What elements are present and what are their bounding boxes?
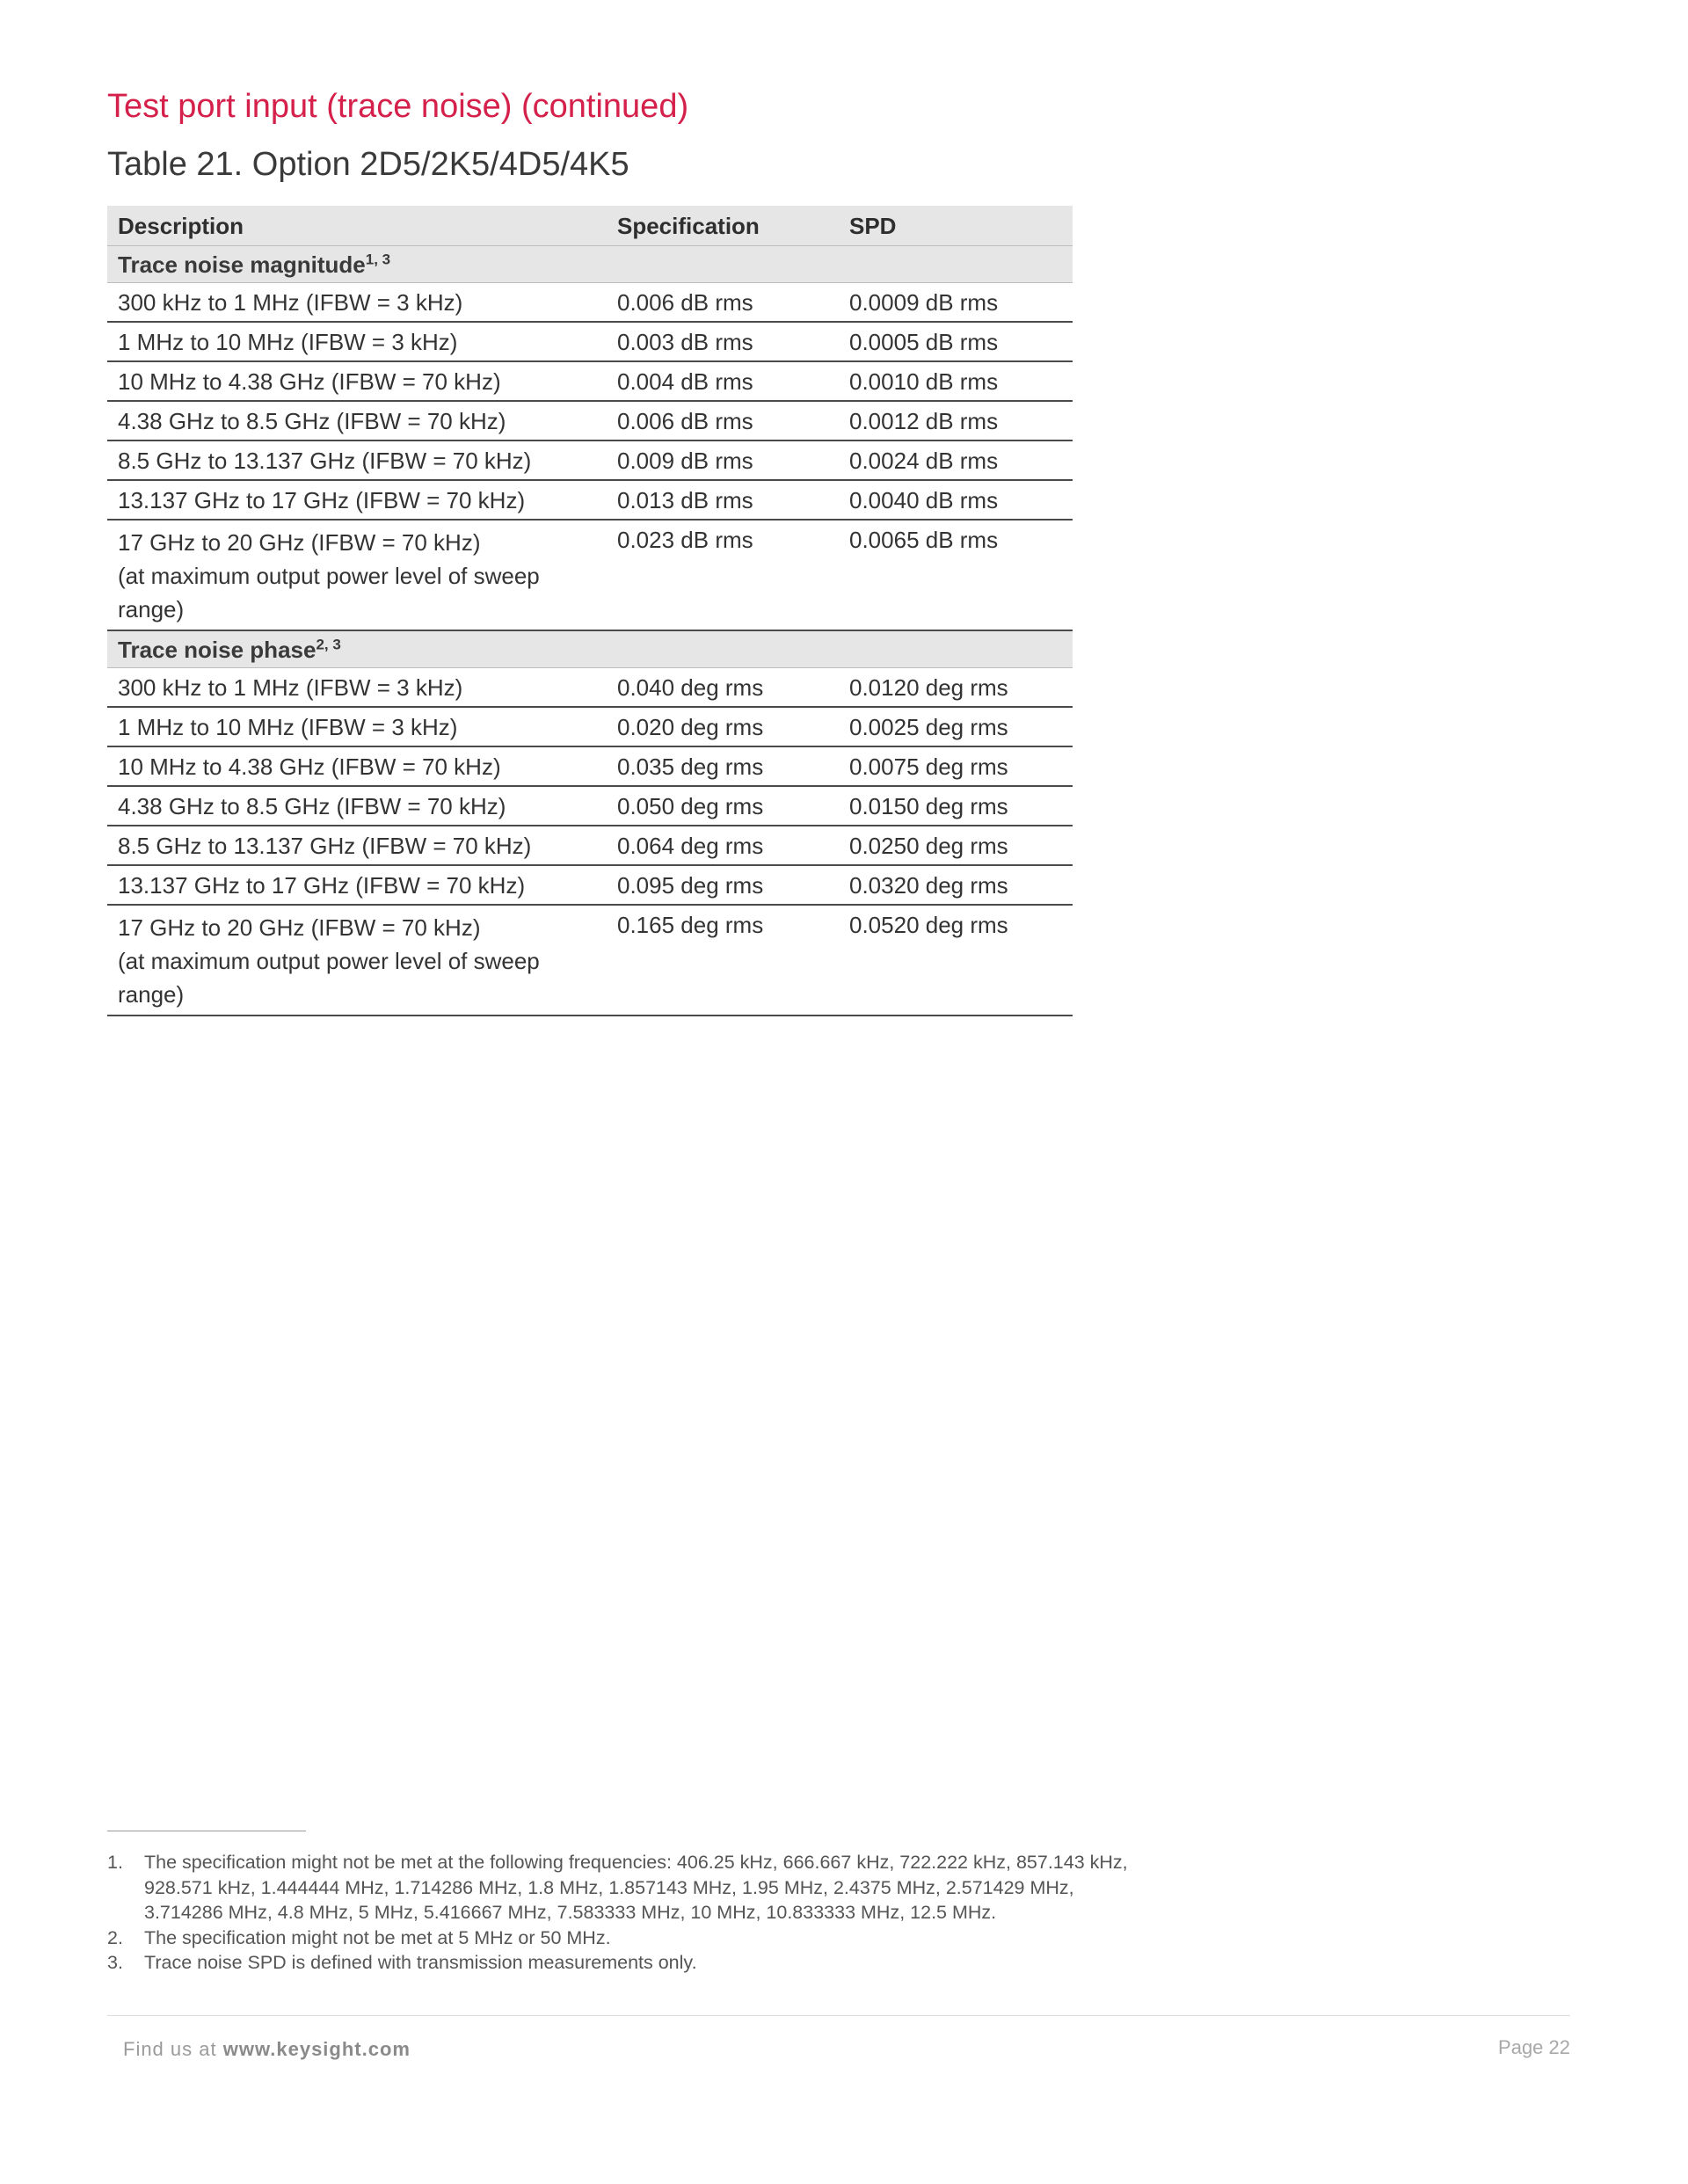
table-row: [107, 905, 1073, 1016]
row-description: 300 kHz to 1 MHz (IFBW = 3 kHz): [107, 668, 607, 708]
table-row: [107, 707, 1073, 746]
footnote-3: [107, 1950, 1250, 1976]
row-specification: 0.064 deg rms: [607, 826, 839, 865]
row-spd: 0.0250 deg rms: [839, 826, 1073, 865]
table-row: [107, 361, 1073, 401]
row-description: 4.38 GHz to 8.5 GHz (IFBW = 70 kHz): [107, 401, 607, 440]
header-specification: Specification: [607, 206, 839, 246]
footnote-line: 3.714286 MHz, 4.8 MHz, 5 MHz, 5.416667 MHz, 7.583333 MHz, 10 MHz, 10.833333 MHz, 12.5 MHz.: [144, 1902, 997, 1923]
footnotes: [107, 1850, 1250, 1976]
row-spd: 0.0075 deg rms: [839, 746, 1073, 786]
row-spd: 0.0012 dB rms: [839, 401, 1073, 440]
header-spd: SPD: [839, 206, 1073, 246]
row-description: 10 MHz to 4.38 GHz (IFBW = 70 kHz): [107, 361, 607, 401]
row-description-text: 17 GHz to 20 GHz (IFBW = 70 kHz): [118, 914, 481, 941]
row-specification: 0.004 dB rms: [607, 361, 839, 401]
row-specification: 0.013 dB rms: [607, 480, 839, 520]
row-specification: 0.009 dB rms: [607, 440, 839, 480]
row-specification: 0.020 deg rms: [607, 707, 839, 746]
row-description-text: 17 GHz to 20 GHz (IFBW = 70 kHz): [118, 529, 481, 556]
page-number: Page 22: [1498, 2036, 1570, 2058]
table-body: [107, 246, 1073, 1016]
footnote-ref: 1, 3: [365, 251, 391, 268]
row-specification: 0.095 deg rms: [607, 865, 839, 905]
footnote-text: [144, 1950, 1250, 1976]
table-row: [107, 480, 1073, 520]
row-spd: 0.0120 deg rms: [839, 668, 1073, 708]
row-spd: 0.0040 dB rms: [839, 480, 1073, 520]
row-spd: 0.0009 dB rms: [839, 283, 1073, 323]
footer-find-us: [123, 2038, 411, 2061]
row-description-note: (at maximum output power level of sweep range): [118, 948, 540, 1008]
row-specification: 0.165 deg rms: [607, 905, 839, 1016]
footer-find-us-label: Find us at: [123, 2038, 217, 2060]
footnote-number: 2.: [107, 1926, 123, 1948]
spec-table: [107, 206, 1073, 1016]
row-spd: 0.0150 deg rms: [839, 786, 1073, 826]
footnote-1: [107, 1850, 1250, 1926]
footnote-line: 928.571 kHz, 1.444444 MHz, 1.714286 MHz, 1.8 MHz, 1.857143 MHz, 1.95 MHz, 2.4375 MHz, 2.571429 MHz,: [144, 1876, 1074, 1898]
footnote-text: [144, 1926, 1250, 1951]
footnote-line: Trace noise SPD is defined with transmission measurements only.: [144, 1952, 697, 1973]
footer-url-link[interactable]: www.keysight.com: [222, 2038, 411, 2060]
table-row: [107, 746, 1073, 786]
header-description: Description: [107, 206, 607, 246]
footnote-line: The specification might not be met at 5 MHz or 50 MHz.: [144, 1926, 611, 1948]
table-row: [107, 786, 1073, 826]
table-row: [107, 865, 1073, 905]
row-spd: 0.0024 dB rms: [839, 440, 1073, 480]
row-spd: 0.0010 dB rms: [839, 361, 1073, 401]
group-row-trace-noise-phase: [107, 630, 1073, 668]
footnote-line: The specification might not be met at the following frequencies: 406.25 kHz, 666.667 kHz, 722.222 kHz, 857.143 kHz,: [144, 1852, 1128, 1873]
row-spd: 0.0320 deg rms: [839, 865, 1073, 905]
table-row: [107, 520, 1073, 630]
table-row: [107, 322, 1073, 361]
row-description: 300 kHz to 1 MHz (IFBW = 3 kHz): [107, 283, 607, 323]
row-specification: 0.006 dB rms: [607, 283, 839, 323]
group-label: Trace noise magnitude$^{1, 3}$: [107, 246, 1073, 283]
table-row: [107, 826, 1073, 865]
table-row: [107, 668, 1073, 708]
row-specification: 0.023 dB rms: [607, 520, 839, 630]
row-description: 8.5 GHz to 13.137 GHz (IFBW = 70 kHz): [107, 826, 607, 865]
row-specification: 0.006 dB rms: [607, 401, 839, 440]
row-description: 4.38 GHz to 8.5 GHz (IFBW = 70 kHz): [107, 786, 607, 826]
row-spd: 0.0005 dB rms: [839, 322, 1073, 361]
row-description: 10 MHz to 4.38 GHz (IFBW = 70 kHz): [107, 746, 607, 786]
table-row: [107, 440, 1073, 480]
footnote-number: 1.: [107, 1852, 123, 1873]
row-specification: 0.040 deg rms: [607, 668, 839, 708]
group-label: Trace noise phase$^{2, 3}$: [107, 630, 1073, 668]
row-description: [107, 520, 607, 630]
row-spd: 0.0520 deg rms: [839, 905, 1073, 1016]
row-specification: 0.050 deg rms: [607, 786, 839, 826]
row-description: 8.5 GHz to 13.137 GHz (IFBW = 70 kHz): [107, 440, 607, 480]
row-description-note: (at maximum output power level of sweep range): [118, 563, 540, 622]
row-spd: 0.0025 deg rms: [839, 707, 1073, 746]
row-description: 1 MHz to 10 MHz (IFBW = 3 kHz): [107, 707, 607, 746]
footer-divider: [107, 2015, 1570, 2016]
row-specification: 0.035 deg rms: [607, 746, 839, 786]
section-title: Test port input (trace noise) (continued): [107, 88, 689, 125]
group-row-trace-noise-magnitude: [107, 246, 1073, 283]
footnote-text: [144, 1850, 1250, 1926]
row-description: 13.137 GHz to 17 GHz (IFBW = 70 kHz): [107, 865, 607, 905]
table-header-row: [107, 206, 1073, 246]
row-spd: 0.0065 dB rms: [839, 520, 1073, 630]
row-description: 1 MHz to 10 MHz (IFBW = 3 kHz): [107, 322, 607, 361]
row-specification: 0.003 dB rms: [607, 322, 839, 361]
row-description: 13.137 GHz to 17 GHz (IFBW = 70 kHz): [107, 480, 607, 520]
table-row: [107, 401, 1073, 440]
footnote-number: 3.: [107, 1952, 123, 1973]
footnote-ref: 2, 3: [316, 636, 341, 653]
table-row: [107, 283, 1073, 323]
footnote-2: [107, 1926, 1250, 1951]
row-description: [107, 905, 607, 1016]
table-title: Table 21. Option 2D5/2K5/4D5/4K5: [107, 146, 629, 183]
